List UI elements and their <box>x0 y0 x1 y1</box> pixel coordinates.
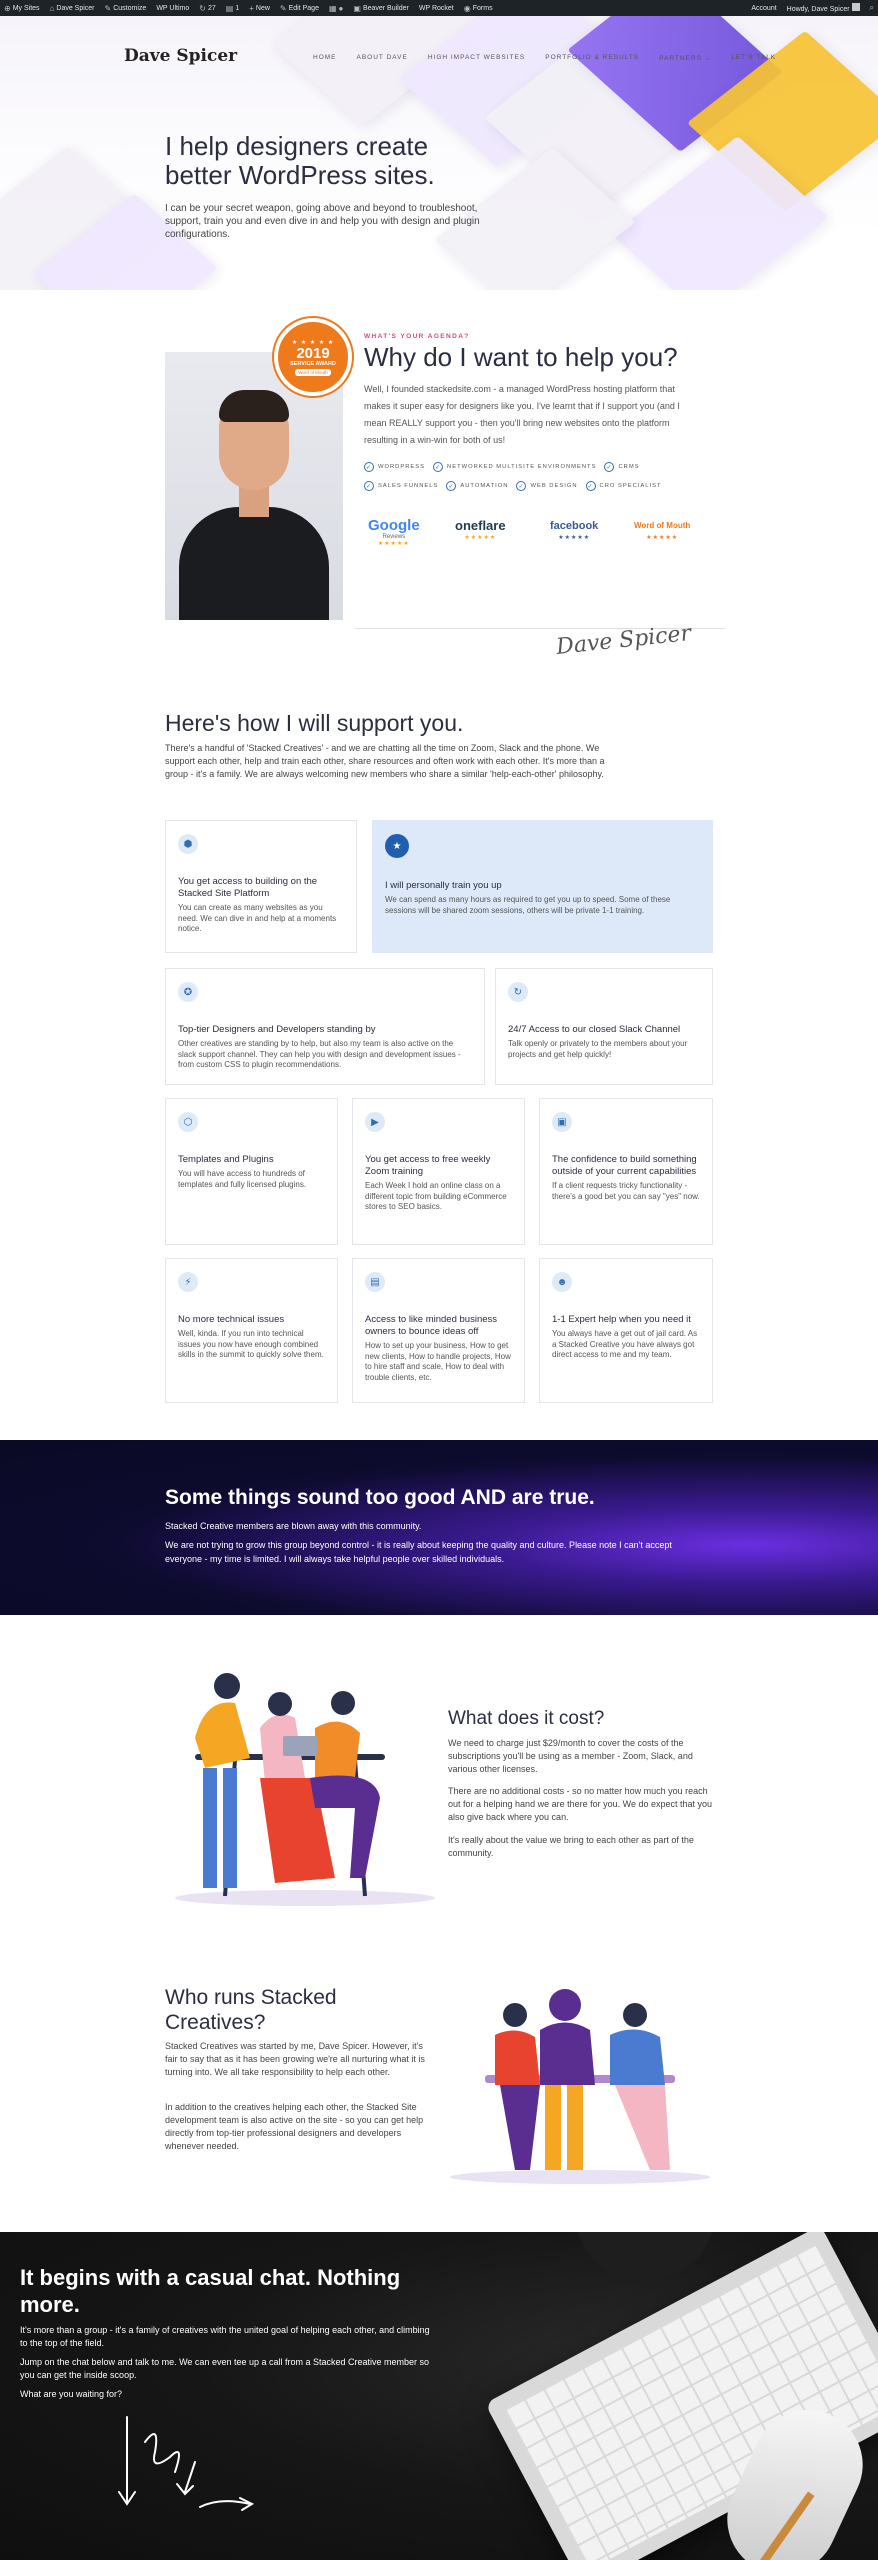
card-text: You always have a get out of jail card. As a Stacked Creative you have always got direct access to me and my team. <box>552 1329 698 1359</box>
who-text: In addition to the creatives helping each other, the Stacked Site development team is also active on the site - so you can get help directly from top-tier professional designers and developers whenever needed. <box>165 2102 424 2151</box>
review-stars: ★★★★★ <box>558 535 591 541</box>
admin-bar-forms[interactable] <box>464 4 493 13</box>
comment-icon: ▤ <box>225 3 234 13</box>
card-title: 24/7 Access to our closed Slack Channel <box>508 1024 681 1035</box>
cube-icon: ⬡ <box>178 1112 198 1132</box>
banner-text: We are not trying to grow this group beyond control - it is really about keeping the quality and culture. Please note I can't accept everyone - my time is limited. I will always take helpful people over skilled individuals. <box>165 1540 672 1564</box>
wp-admin-bar <box>0 0 878 16</box>
card-text: If a client requests tricky functionality - there's a good bet you can say "yes" now. <box>552 1181 700 1201</box>
feature-label: CRO SPECIALIST <box>599 483 662 489</box>
wordpress-icon: ⊕ <box>4 3 11 13</box>
admin-bar-howdy[interactable] <box>787 3 860 13</box>
nav-lets-talk[interactable]: LET'S TALK <box>731 54 777 61</box>
card-title: Templates and Plugins <box>178 1154 274 1165</box>
google-reviews-logo <box>368 518 420 547</box>
card-text: Each Week I hold an online class on a different topic from building eCommerce stores to SEO basics. <box>365 1181 507 1211</box>
feature-item <box>433 462 596 472</box>
admin-bar-edit-page[interactable] <box>280 4 319 13</box>
agenda-title: Why do I want to help you? <box>364 342 678 372</box>
admin-bar-comments[interactable] <box>226 4 239 13</box>
admin-bar-label: WP Rocket <box>418 4 454 12</box>
feature-label: WEB DESIGN <box>530 483 578 489</box>
admin-bar-wp-ultimo[interactable] <box>156 5 189 12</box>
nav-portfolio-results[interactable]: PORTFOLIO & RESULTS <box>545 54 640 61</box>
check-icon: ✓ <box>516 481 526 491</box>
review-brand: Google <box>368 517 420 534</box>
builder-icon: ▣ <box>353 3 361 13</box>
main-nav <box>313 54 776 62</box>
support-card <box>352 1258 525 1403</box>
admin-bar-extras[interactable] <box>329 4 343 13</box>
admin-bar-new[interactable] <box>249 4 270 13</box>
review-stars: ★★★★★ <box>646 535 679 541</box>
signature: Dave Spicer <box>555 620 693 661</box>
card-title: Top-tier Designers and Developers standing by <box>178 1024 376 1035</box>
card-text: We can spend as many hours as required to get you up to speed. Some of these sessions will be shared zoom sessions, others will be private 1-1 training. <box>385 895 671 915</box>
who-text: Stacked Creatives was started by me, Dave Spicer. However, it's fair to say that as it has been growing we're all nurturing what it is turning into. We all take responsibility to help each other. <box>165 2041 425 2077</box>
star-icon: ★ <box>385 834 409 858</box>
plus-icon: + <box>249 3 254 13</box>
team-collaborating-illustration <box>445 1975 715 2185</box>
cost-text: It's really about the value we bring to each other as part of the community. <box>448 1835 694 1858</box>
feature-label: NETWORKED MULTISITE ENVIRONMENTS <box>447 464 597 470</box>
hand-drawn-arrows-doodle <box>115 2412 265 2522</box>
lightning-icon: ⚡ <box>178 1272 198 1292</box>
clock-icon: ↻ <box>508 982 528 1002</box>
card-text: How to set up your business, How to get new clients, How to handle projects, How to hire staff and scale, How to deal with trouble clients, etc. <box>365 1341 511 1382</box>
admin-bar-site[interactable] <box>50 4 95 13</box>
admin-bar-my-sites[interactable] <box>4 4 40 13</box>
feature-label: AUTOMATION <box>460 483 509 489</box>
support-card <box>539 1258 713 1403</box>
chat-title: It begins with a casual chat. Nothing more. <box>20 2265 401 2317</box>
card-text: Talk openly or privately to the members about your projects and get help quickly! <box>508 1039 688 1059</box>
casual-chat-section <box>0 2232 878 2560</box>
banner-text: Stacked Creative members are blown away with this community. <box>165 1521 422 1531</box>
feature-label: CRMS <box>618 464 640 470</box>
circle-icon: ● <box>338 3 344 13</box>
admin-bar-label: Howdy, Dave Spicer <box>786 6 850 13</box>
admin-bar-label: WP Ultimo <box>156 4 190 12</box>
support-title: Here's how I will support you. <box>165 710 464 736</box>
support-card <box>495 968 713 1085</box>
admin-bar-account[interactable]: Account <box>751 4 777 12</box>
check-icon: ✓ <box>446 481 456 491</box>
card-text: Other creatives are standing by to help, but also my team is also active on the slack support channel. They can help you with design and development issues - from custom CSS to plugin recommendations. <box>178 1039 461 1069</box>
chat-text: Jump on the chat below and talk to me. We can even tee up a call from a Stacked Creative member so you can get the inside scoop. <box>20 2357 430 2380</box>
agenda-kicker: WHAT'S YOUR AGENDA? <box>364 333 470 340</box>
admin-bar-beaver-builder[interactable] <box>353 4 408 13</box>
card-title: I will personally train you up <box>385 880 502 891</box>
admin-bar-updates[interactable] <box>199 4 216 13</box>
review-stars: ★★★★★ <box>377 541 410 547</box>
nav-home[interactable]: HOME <box>313 54 337 61</box>
check-icon: ✓ <box>586 481 596 491</box>
cost-title: What does it cost? <box>448 1708 605 1729</box>
admin-bar-customize[interactable] <box>105 4 147 13</box>
hero-title: I help designers create better WordPress sites. <box>165 131 435 190</box>
search-icon[interactable]: ⌕ <box>869 3 874 12</box>
check-icon: ✓ <box>433 462 443 472</box>
cost-text: We need to charge just $29/month to cover the costs of the subscriptions you'll be using as a member - Zoom, Slack, and various other licenses. <box>448 1738 693 1774</box>
cost-text: There are no additional costs - so no matter how much you reach out for a helping hand we are there for you. We do expect that you also give back where you can. <box>448 1786 713 1822</box>
nav-high-impact-websites[interactable]: HIGH IMPACT WEBSITES <box>427 54 526 61</box>
card-title: No more technical issues <box>178 1314 285 1325</box>
admin-bar-label: Edit Page <box>288 4 319 12</box>
building-icon: ▤ <box>365 1272 385 1292</box>
feature-item <box>604 462 639 472</box>
chat-text: It's more than a group - it's a family of creatives with the united goal of helping each other, and climbing to the top of the field. <box>20 2325 430 2348</box>
award-stars: ★ ★ ★ ★ ★ <box>291 339 335 346</box>
admin-bar-label: Forms <box>472 4 493 12</box>
card-title: 1-1 Expert help when you need it <box>552 1314 691 1325</box>
support-agent-icon: ☻ <box>552 1272 572 1292</box>
card-title: Access to like minded business owners to bounce ideas off <box>365 1314 498 1337</box>
agenda-text: Well, I founded stackedsite.com - a managed WordPress hosting platform that makes it super easy for designers like you. I've learnt that if I support you (and I mean REALLY support you - then you'll bring new websites onto the platform resulting in a win-win for both of us! <box>364 384 680 445</box>
support-card <box>165 1258 338 1403</box>
oneflare-logo <box>455 518 506 541</box>
admin-bar-label: 27 <box>207 4 216 12</box>
support-card <box>352 1098 525 1245</box>
stack-icon: ⬢ <box>178 834 198 854</box>
hero-text: I can be your secret weapon, going above and beyond to troubleshoot, support, train you and even dive in and help you with design and plugin configurations. <box>165 203 480 240</box>
chevron-down-icon: ⌄ <box>704 55 712 62</box>
hero-section <box>0 16 878 290</box>
feature-item <box>446 481 508 491</box>
card-title: The confidence to build something outside of your current capabilities <box>552 1154 697 1177</box>
feature-item <box>586 481 662 491</box>
support-text: There's a handful of 'Stacked Creatives' - and we are chatting all the time on Zoom, Slack and the phone. We support each other, help and train each other, share resources and often work with each other. It's more than a group - it's a family. We are always welcoming new members who share a similar 'help-each-other' philosophy. <box>165 743 605 779</box>
card-title: You get access to building on the Stacked Site Platform <box>178 876 318 899</box>
admin-bar-wp-rocket[interactable] <box>419 5 454 12</box>
facebook-logo <box>550 518 598 541</box>
devices-icon: ▣ <box>552 1112 572 1132</box>
admin-bar-label: Customize <box>113 4 147 12</box>
admin-bar-label: New <box>255 4 270 12</box>
feature-item <box>364 481 438 491</box>
check-icon: ✓ <box>364 462 374 472</box>
card-text: You will have access to hundreds of templates and fully licensed plugins. <box>178 1169 307 1189</box>
banner-title: Some things sound too good AND are true. <box>165 1486 595 1509</box>
admin-bar-label: Beaver Builder <box>362 4 409 12</box>
pencil-icon: ✎ <box>279 3 287 13</box>
award-ribbon-icon: ✪ <box>178 982 198 1002</box>
feature-label: SALES FUNNELS <box>378 483 439 489</box>
nav-partners[interactable] <box>659 54 711 62</box>
feature-item <box>516 481 577 491</box>
support-card <box>539 1098 713 1245</box>
chat-text: What are you waiting for? <box>20 2389 123 2399</box>
admin-bar-label: My Sites <box>12 4 40 12</box>
forms-icon: ◉ <box>463 3 471 13</box>
check-icon: ✓ <box>604 462 614 472</box>
card-text: You can create as many websites as you need. We can dive in and help at a moments notice. <box>178 903 337 933</box>
feature-list <box>364 462 714 491</box>
nav-label: PARTNERS <box>659 55 702 62</box>
avatar <box>852 3 860 11</box>
brush-icon: ✎ <box>104 3 112 13</box>
award-label: SERVICE AWARD <box>290 360 336 367</box>
grid-icon: ▦ <box>328 3 337 13</box>
check-icon: ✓ <box>364 481 374 491</box>
award-year: 2019 <box>296 344 330 362</box>
updates-icon: ↻ <box>199 3 206 13</box>
nav-about-dave[interactable]: ABOUT DAVE <box>356 54 408 61</box>
who-title: Who runs Stacked Creatives? <box>165 1986 337 2034</box>
award-sub: Word of Mouth <box>295 369 330 376</box>
portrait-shirt <box>179 507 329 620</box>
support-card-highlight <box>372 820 713 953</box>
home-icon: ⌂ <box>49 3 55 13</box>
review-brand: Word of Mouth <box>634 521 691 530</box>
review-stars: ★★★★★ <box>464 535 497 541</box>
card-title: You get access to free weekly Zoom training <box>365 1154 491 1177</box>
support-card <box>165 820 357 953</box>
feature-label: WORDPRESS <box>378 464 426 470</box>
site-logo[interactable]: Dave Spicer <box>124 46 238 66</box>
review-brand: oneflare <box>455 518 506 533</box>
feature-item <box>364 462 425 472</box>
team-at-table-illustration <box>165 1658 435 1908</box>
review-brand: facebook <box>550 520 599 532</box>
service-award-badge <box>274 318 352 396</box>
video-camera-icon: ▶ <box>365 1112 385 1132</box>
community-banner <box>0 1440 878 1615</box>
admin-bar-label: 1 <box>235 4 240 12</box>
word-of-mouth-logo <box>634 518 690 541</box>
support-card <box>165 968 485 1085</box>
card-text: Well, kinda. If you run into technical issues you now have enough combined skills in the summit to quickly solve them. <box>178 1329 324 1359</box>
portrait-hair <box>219 390 289 422</box>
support-card <box>165 1098 338 1245</box>
admin-bar-label: Dave Spicer <box>56 4 95 12</box>
review-sub: Reviews <box>382 534 406 540</box>
